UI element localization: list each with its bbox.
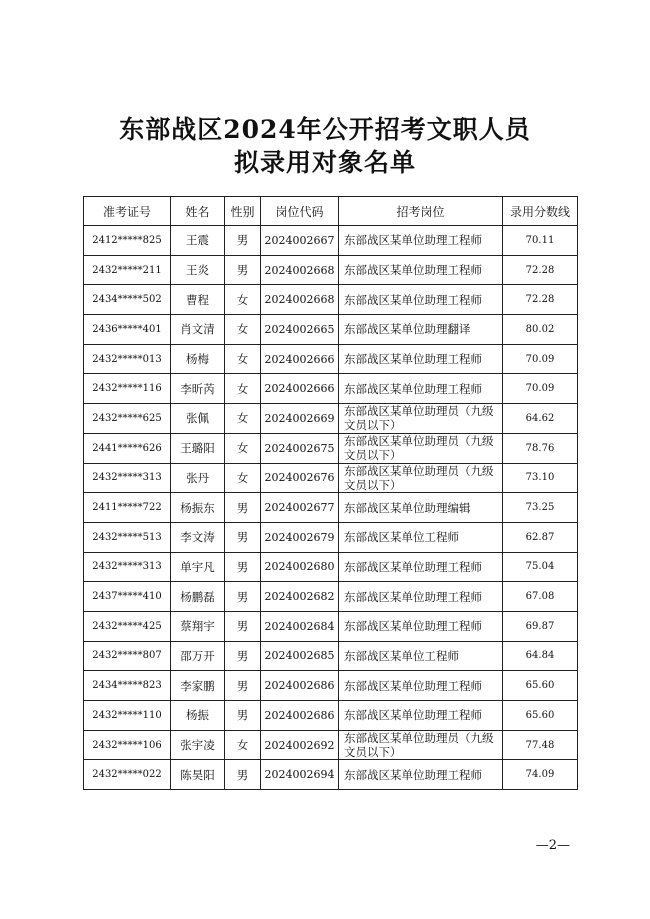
- cell-score: 67.08: [503, 582, 578, 612]
- cell-position-code: 2024002679: [261, 522, 339, 552]
- table-row: [84, 285, 578, 315]
- cell-exam-id: 2432*****013: [84, 344, 171, 374]
- cell-name: 王璐阳: [171, 433, 225, 463]
- cell-position: 东部战区某单位助理员（九级文员以下）: [339, 433, 503, 463]
- table-row: [84, 730, 578, 760]
- table-row: [84, 463, 578, 493]
- cell-position-code: 2024002666: [261, 344, 339, 374]
- admission-table: [83, 196, 578, 790]
- table-row: [84, 522, 578, 552]
- cell-name: 李家鹏: [171, 671, 225, 701]
- cell-position: 东部战区某单位工程师: [339, 641, 503, 671]
- cell-name: 杨梅: [171, 344, 225, 374]
- cell-position-code: 2024002677: [261, 493, 339, 523]
- cell-exam-id: 2432*****116: [84, 374, 171, 404]
- table-row: [84, 226, 578, 256]
- cell-gender: 女: [225, 285, 261, 315]
- cell-position-code: 2024002666: [261, 374, 339, 404]
- cell-gender: 男: [225, 641, 261, 671]
- cell-gender: 女: [225, 730, 261, 760]
- cell-score: 64.84: [503, 641, 578, 671]
- cell-gender: 男: [225, 701, 261, 731]
- table-row: [84, 493, 578, 523]
- cell-position-code: 2024002682: [261, 582, 339, 612]
- cell-position-code: 2024002669: [261, 404, 339, 434]
- cell-position-code: 2024002667: [261, 226, 339, 256]
- cell-position: 东部战区某单位助理工程师: [339, 285, 503, 315]
- cell-score: 70.09: [503, 374, 578, 404]
- cell-position: 东部战区某单位助理翻译: [339, 315, 503, 345]
- cell-exam-id: 2434*****502: [84, 285, 171, 315]
- table-header-row: [84, 197, 578, 226]
- cell-gender: 女: [225, 344, 261, 374]
- cell-exam-id: 2412*****825: [84, 226, 171, 256]
- cell-exam-id: 2434*****823: [84, 671, 171, 701]
- header-name: 姓名: [171, 197, 225, 226]
- header-position: 招考岗位: [339, 197, 503, 226]
- table-row: [84, 255, 578, 285]
- cell-gender: 女: [225, 433, 261, 463]
- cell-score: 75.04: [503, 552, 578, 582]
- header-position-code: 岗位代码: [261, 197, 339, 226]
- cell-exam-id: 2441*****626: [84, 433, 171, 463]
- cell-position: 东部战区某单位助理员（九级文员以下）: [339, 730, 503, 760]
- cell-name: 李昕芮: [171, 374, 225, 404]
- cell-position: 东部战区某单位助理工程师: [339, 374, 503, 404]
- cell-gender: 男: [225, 493, 261, 523]
- cell-name: 张佩: [171, 404, 225, 434]
- page-number: —2—: [535, 838, 570, 853]
- cell-name: 王炎: [171, 255, 225, 285]
- header-exam-id: 准考证号: [84, 197, 171, 226]
- cell-name: 李文涛: [171, 522, 225, 552]
- table-row: [84, 671, 578, 701]
- cell-name: 单宇凡: [171, 552, 225, 582]
- cell-gender: 女: [225, 404, 261, 434]
- cell-name: 曹程: [171, 285, 225, 315]
- cell-position-code: 2024002668: [261, 285, 339, 315]
- table-row: [84, 315, 578, 345]
- cell-position: 东部战区某单位工程师: [339, 522, 503, 552]
- cell-position: 东部战区某单位助理员（九级文员以下）: [339, 404, 503, 434]
- cell-position: 东部战区某单位助理工程师: [339, 611, 503, 641]
- cell-position: 东部战区某单位助理工程师: [339, 760, 503, 790]
- cell-score: 80.02: [503, 315, 578, 345]
- document-title-line2: 拟录用对象名单: [233, 148, 416, 177]
- cell-name: 王震: [171, 226, 225, 256]
- cell-position-code: 2024002686: [261, 671, 339, 701]
- cell-name: 杨振东: [171, 493, 225, 523]
- cell-position-code: 2024002694: [261, 760, 339, 790]
- cell-gender: 男: [225, 255, 261, 285]
- cell-score: 73.10: [503, 463, 578, 493]
- cell-position: 东部战区某单位助理工程师: [339, 344, 503, 374]
- cell-exam-id: 2432*****513: [84, 522, 171, 552]
- table-row: [84, 552, 578, 582]
- cell-exam-id: 2432*****211: [84, 255, 171, 285]
- cell-name: 张宇凌: [171, 730, 225, 760]
- cell-score: 72.28: [503, 285, 578, 315]
- cell-score: 62.87: [503, 522, 578, 552]
- cell-score: 73.25: [503, 493, 578, 523]
- cell-score: 72.28: [503, 255, 578, 285]
- cell-position-code: 2024002676: [261, 463, 339, 493]
- cell-position-code: 2024002685: [261, 641, 339, 671]
- table-row: [84, 611, 578, 641]
- cell-position: 东部战区某单位助理工程师: [339, 671, 503, 701]
- table-row: [84, 641, 578, 671]
- cell-position: 东部战区某单位助理工程师: [339, 255, 503, 285]
- cell-position: 东部战区某单位助理工程师: [339, 552, 503, 582]
- cell-position: 东部战区某单位助理员（九级文员以下）: [339, 463, 503, 493]
- cell-position-code: 2024002692: [261, 730, 339, 760]
- cell-exam-id: 2437*****410: [84, 582, 171, 612]
- header-score: 录用分数线: [503, 197, 578, 226]
- table-row: [84, 760, 578, 790]
- cell-score: 65.60: [503, 701, 578, 731]
- cell-gender: 男: [225, 611, 261, 641]
- cell-exam-id: 2432*****425: [84, 611, 171, 641]
- cell-position: 东部战区某单位助理编辑: [339, 493, 503, 523]
- table-row: [84, 582, 578, 612]
- table-row: [84, 433, 578, 463]
- table-row: [84, 344, 578, 374]
- cell-exam-id: 2432*****625: [84, 404, 171, 434]
- cell-score: 70.09: [503, 344, 578, 374]
- cell-score: 78.76: [503, 433, 578, 463]
- cell-position-code: 2024002684: [261, 611, 339, 641]
- cell-gender: 男: [225, 760, 261, 790]
- header-gender: 性别: [225, 197, 261, 226]
- table-row: [84, 404, 578, 434]
- cell-name: 肖文清: [171, 315, 225, 345]
- cell-score: 69.87: [503, 611, 578, 641]
- cell-gender: 男: [225, 522, 261, 552]
- cell-exam-id: 2432*****313: [84, 552, 171, 582]
- cell-position: 东部战区某单位助理工程师: [339, 582, 503, 612]
- cell-gender: 男: [225, 552, 261, 582]
- cell-score: 64.62: [503, 404, 578, 434]
- cell-name: 张丹: [171, 463, 225, 493]
- cell-position: 东部战区某单位助理工程师: [339, 701, 503, 731]
- cell-gender: 女: [225, 374, 261, 404]
- cell-name: 杨鹏磊: [171, 582, 225, 612]
- cell-position-code: 2024002686: [261, 701, 339, 731]
- cell-name: 陈昊阳: [171, 760, 225, 790]
- cell-name: 邵万开: [171, 641, 225, 671]
- cell-exam-id: 2432*****313: [84, 463, 171, 493]
- cell-exam-id: 2411*****722: [84, 493, 171, 523]
- document-title-line1: 东部战区2024年公开招考文职人员: [119, 115, 531, 144]
- cell-exam-id: 2432*****106: [84, 730, 171, 760]
- cell-exam-id: 2432*****022: [84, 760, 171, 790]
- cell-position-code: 2024002675: [261, 433, 339, 463]
- cell-position-code: 2024002668: [261, 255, 339, 285]
- cell-name: 蔡翔宇: [171, 611, 225, 641]
- cell-exam-id: 2436*****401: [84, 315, 171, 345]
- cell-score: 77.48: [503, 730, 578, 760]
- cell-score: 74.09: [503, 760, 578, 790]
- cell-gender: 男: [225, 671, 261, 701]
- cell-exam-id: 2432*****110: [84, 701, 171, 731]
- cell-score: 70.11: [503, 226, 578, 256]
- cell-position-code: 2024002665: [261, 315, 339, 345]
- cell-score: 65.60: [503, 671, 578, 701]
- cell-position-code: 2024002680: [261, 552, 339, 582]
- cell-name: 杨振: [171, 701, 225, 731]
- cell-gender: 男: [225, 226, 261, 256]
- cell-gender: 女: [225, 463, 261, 493]
- cell-gender: 女: [225, 315, 261, 345]
- cell-exam-id: 2432*****807: [84, 641, 171, 671]
- cell-gender: 男: [225, 582, 261, 612]
- table-row: [84, 701, 578, 731]
- cell-position: 东部战区某单位助理工程师: [339, 226, 503, 256]
- table-row: [84, 374, 578, 404]
